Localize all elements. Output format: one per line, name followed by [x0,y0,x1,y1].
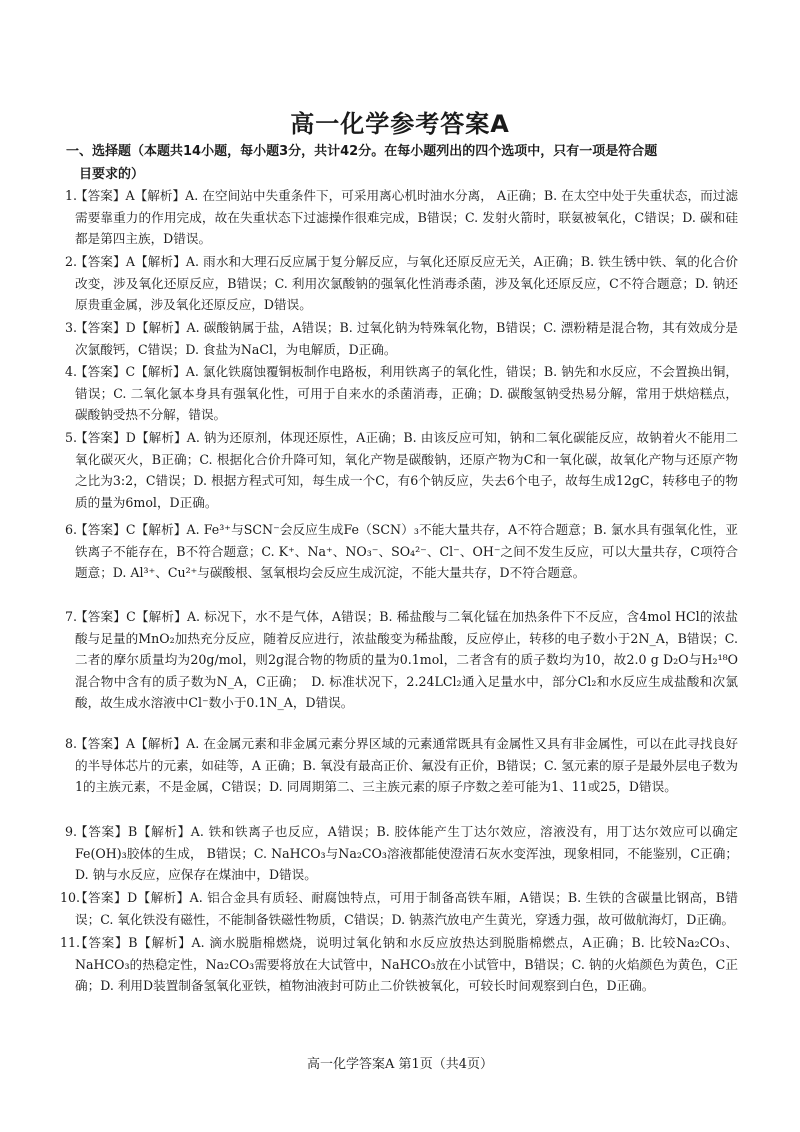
question-answer: 【答案】D【解析】A. 钠为还原剂，体现还原性，A正确；B. 由该反应可知，钠和二氧化碳能反应，故钠着火不能用二氧化碳灭火，B正确；C. 根据化合价升降可知，氧化产物是碳酸钠，还原产物为C和一氧化碳，故氧化产物与还原产物之比为3:2，C错误；D. 根据方程式可知，每生成一个C，有6个钠反应，失去6个电子，故每生成12gC，转移电子的物质的量为6mol，D正确。 [75,430,738,510]
question-answer: 【答案】A【解析】A. 在空间站中失重条件下，可采用离心机时油水分离， A正确；B. 在太空中处于失重状态，而过滤需要靠重力的作用完成，故在失重状态下过滤操作很难完成，B错误；C. 发射火箭时，联氨被氧化，C错误；D. 碳和硅都是第四主族，D错误。 [75,188,738,247]
page-title: 高一化学参考答案A [290,110,510,138]
page-footer: 高一化学答案A 第1页（共4页） [306,1057,494,1072]
question-answer: 【答案】A【解析】A. 雨水和大理石反应属于复分解反应，与氧化还原反应无关，A正确；B. 铁生锈中铁、氧的化合价改变，涉及氧化还原反应，B错误；C. 利用次氯酸钠的强氧化性消毒杀菌，涉及氧化还原反应，C不符合题意；D. 钠还原贵重金属，涉及氧化还原反应，D错误。 [75,254,738,313]
question-number: 11. [60,935,81,950]
question-11 [60,932,738,997]
section-heading-line1: 一、选择题（本题共14小题，每小题3分，共计42分。在每小题列出的四个选项中，只有一项是符合题 [66,144,658,159]
question-answer: 【答案】C【解析】A. 标况下，水不是气体，A错误；B. 稀盐酸与二氧化锰在加热条件下不反应，含4mol HCl的浓盐酸与足量的MnO₂加热充分反应，随着反应进行，浓盐酸变为稀盐酸，反应停止，转移的电子数小于2N_A，B错误；C. 二者的摩尔质量均为20g/mol，则2g混合物的物质的量为0.1mol，二者含有的质子数均为10，故2.0 g D₂O与H₂¹⁸O混合物中含有的质子数为N_A，C正确； D. 标准状况下，2.24LCl₂通入足量水中，部分Cl₂和水反应生成盐酸和次氯酸，故生成水溶液中Cl⁻数小于0.1N_A，D错误。 [75,609,738,711]
question-9 [65,821,738,886]
question-number: 3. [65,320,78,335]
question-8 [65,733,738,798]
question-number: 6. [65,522,78,537]
question-number: 10. [60,890,81,905]
question-6 [65,519,738,584]
question-1 [65,185,738,250]
section-heading [66,140,738,186]
question-10 [60,887,738,930]
question-answer: 【答案】D【解析】A. 碳酸钠属于盐，A错误；B. 过氧化钠为特殊氧化物，B错误；C. 漂粉精是混合物，其有效成分是次氯酸钙，C错误；D. 食盐为NaCl，为电解质，D正确。 [75,320,738,357]
question-5 [65,427,738,513]
question-number: 7. [65,609,78,624]
question-answer: 【答案】B【解析】A. 滴水脱脂棉燃烧，说明过氧化钠和水反应放热达到脱脂棉燃点，A正确；B. 比较Na₂CO₃、NaHCO₃的热稳定性，Na₂CO₃需要将放在大试管中，NaHCO₃放在小试管中，B错误；C. 钠的火焰颜色为黄色，C正确；D. 利用D装置制备氢氧化亚铁，植物油液封可防止二价铁被氧化，可较长时间观察到白色，D正确。 [75,935,738,994]
section-heading-line2: 目要求的） [79,167,145,182]
question-number: 5. [65,430,78,445]
question-answer: 【答案】B【解析】A. 铁和铁离子也反应，A错误；B. 胶体能产生丁达尔效应，溶液没有，用丁达尔效应可以确定Fe(OH)₃胶体的生成， B错误；C. NaHCO₃与Na₂CO₃溶液都能使澄清石灰水变浑浊，现象相同，不能鉴别，C正确；D. 钠与水反应，应保存在煤油中，D错误。 [75,824,738,883]
question-number: 1. [65,188,78,203]
question-2 [65,251,738,316]
question-number: 9. [65,824,78,839]
question-7 [65,606,738,714]
question-number: 4. [65,364,78,379]
question-4 [65,361,738,426]
question-answer: 【答案】A【解析】A. 在金属元素和非金属元素分界区域的元素通常既具有金属性又具有非金属性，可以在此寻找良好的半导体芯片的元素，如硅等，A 正确；B. 氧没有最高正价、氟没有正价，B错误；C. 氢元素的原子是最外层电子数为1的主族元素，不是金属，C错误；D. 同周期第二、三主族元素的原子序数之差可能为1、11或25，D错误。 [75,736,738,795]
question-3 [65,317,738,360]
question-number: 8. [65,736,78,751]
question-number: 2. [65,254,78,269]
question-answer: 【答案】C【解析】A. Fe³⁺与SCN⁻会反应生成Fe（SCN）₃不能大量共存，A不符合题意；B. 氯水具有强氧化性，亚铁离子不能存在，B不符合题意；C. K⁺、Na⁺、NO₃⁻、SO₄²⁻、Cl⁻、OH⁻之间不发生反应，可以大量共存，C项符合题意；D. Al³⁺、Cu²⁺与碳酸根、氢氧根均会反应生成沉淀，不能大量共存，D不符合题意。 [75,522,738,581]
question-answer: 【答案】D【解析】A. 铝合金具有质轻、耐腐蚀特点，可用于制备高铁车厢，A错误；B. 生铁的含碳量比钢高，B错误；C. 氧化铁没有磁性，不能制备铁磁性物质，C错误；D. 钠蒸汽放电产生黄光，穿透力强，故可做航海灯，D正确。 [75,890,738,927]
question-answer: 【答案】C【解析】A. 氯化铁腐蚀覆铜板制作电路板，利用铁离子的氧化性，错误；B. 钠先和水反应，不会置换出铜，错误；C. 二氧化氯本身具有强氧化性，可用于自来水的杀菌消毒，正确；D. 碳酸氢钠受热易分解，常用于烘焙糕点，碳酸钠受热不分解，错误。 [75,364,738,423]
